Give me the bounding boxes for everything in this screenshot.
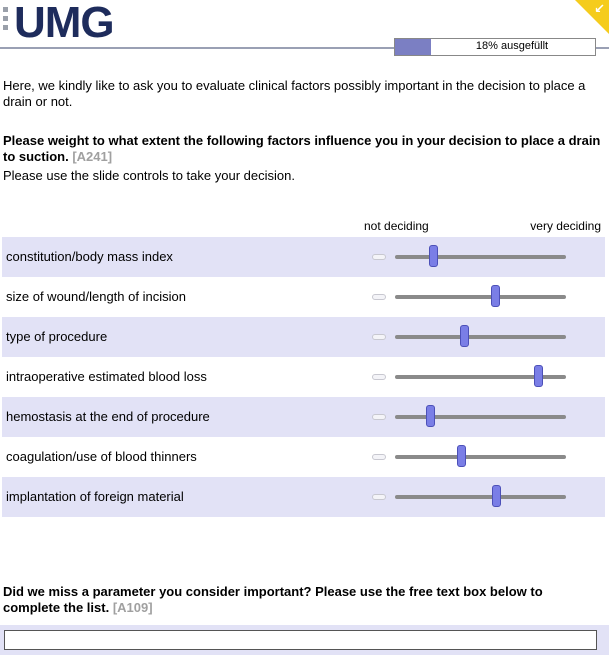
question-title-text: Please weight to what extent the following factors influence you in your decision to place a drain to suction. [3, 133, 601, 164]
scale-label-left: not deciding [364, 219, 429, 233]
missing-parameter-question [3, 584, 603, 616]
slider-track[interactable] [395, 495, 566, 499]
no-answer-toggle[interactable] [372, 454, 386, 460]
slider-handle[interactable] [534, 365, 543, 387]
no-answer-toggle[interactable] [372, 414, 386, 420]
factor-list [2, 237, 605, 517]
progress-label: 18% ausgefüllt [475, 40, 549, 52]
missing-parameter-text: Did we miss a parameter you consider important? Please use the free text box below to complete the list. [3, 584, 543, 615]
factor-row [2, 477, 605, 517]
factor-label: constitution/body mass index [6, 249, 173, 264]
slider-handle[interactable] [429, 245, 438, 267]
no-answer-toggle[interactable] [372, 294, 386, 300]
slider-track[interactable] [395, 335, 566, 339]
factor-row [2, 397, 605, 437]
no-answer-toggle[interactable] [372, 334, 386, 340]
missing-question-id: [A109] [112, 600, 153, 615]
logo: UMG [14, 0, 114, 47]
factor-label: hemostasis at the end of procedure [6, 409, 210, 424]
factor-row [2, 317, 605, 357]
factor-label: implantation of foreign material [6, 489, 184, 504]
factor-row [2, 237, 605, 277]
slider-track[interactable] [395, 455, 566, 459]
no-answer-toggle[interactable] [372, 494, 386, 500]
factor-label: size of wound/length of incision [6, 289, 186, 304]
factor-label: type of procedure [6, 329, 108, 344]
factor-label: coagulation/use of blood thinners [6, 449, 197, 464]
question-id: [A241] [72, 149, 113, 164]
slider-track[interactable] [395, 255, 566, 259]
slider-track[interactable] [395, 295, 566, 299]
question-hint: Please use the slide controls to take your decision. [3, 168, 295, 183]
no-answer-toggle[interactable] [372, 254, 386, 260]
slider-handle[interactable] [460, 325, 469, 347]
slider-handle[interactable] [491, 285, 500, 307]
slider-handle[interactable] [492, 485, 501, 507]
factor-row [2, 437, 605, 477]
progress-bar [394, 38, 596, 56]
factor-row [2, 357, 605, 397]
free-text-input[interactable] [4, 630, 597, 650]
slider-track[interactable] [395, 415, 566, 419]
slider-handle[interactable] [426, 405, 435, 427]
question-title [3, 133, 607, 165]
scale-label-right: very deciding [530, 219, 601, 233]
arrow-corner-icon[interactable]: ↙ [594, 1, 605, 16]
factor-label: intraoperative estimated blood loss [6, 369, 207, 384]
no-answer-toggle[interactable] [372, 374, 386, 380]
logo-dots [3, 7, 9, 41]
intro-text: Here, we kindly like to ask you to evaluate clinical factors possibly important in the decision to place a drain or not. [3, 78, 586, 109]
factor-row [2, 277, 605, 317]
slider-handle[interactable] [457, 445, 466, 467]
